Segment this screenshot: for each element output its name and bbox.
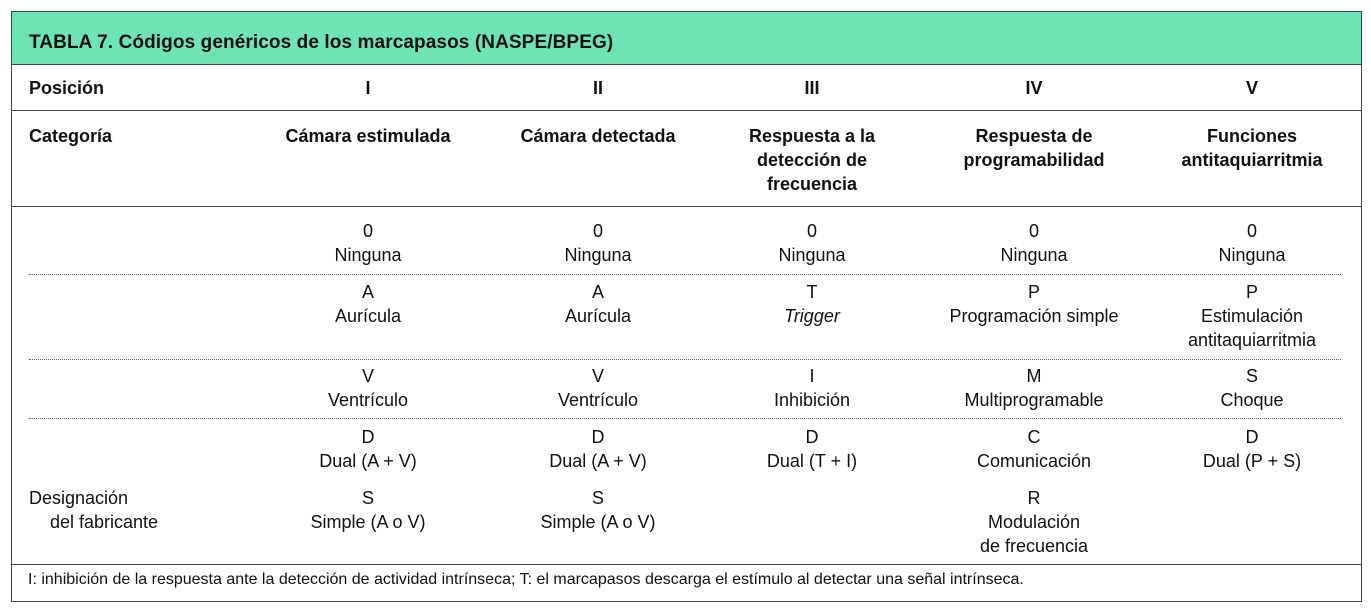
category-divider [12, 206, 1361, 207]
table-cell [934, 425, 1134, 473]
cell-desc: Ventrículo [557, 390, 639, 410]
cell-desc: Modulación [987, 512, 1081, 532]
cell-code: D [361, 427, 375, 447]
table-title-bar [12, 12, 1361, 65]
table-cell [712, 425, 912, 473]
cell-desc: Dual (A + V) [319, 451, 417, 471]
table-cell [934, 364, 1134, 412]
cell-desc: de frecuencia [979, 536, 1089, 556]
cell-desc: Choque [1220, 390, 1284, 410]
cell-code: A [591, 282, 604, 302]
cell-code: A [361, 282, 374, 302]
cell-code: P [1027, 282, 1040, 302]
category-V-line-1: Funciones [1206, 126, 1297, 146]
cell-code: 0 [1246, 221, 1257, 241]
cell-code: S [361, 488, 374, 508]
category-III-line-1: Respuesta a la [748, 126, 876, 146]
table-cell [268, 425, 468, 473]
table-cell [268, 364, 468, 412]
row-label-line-1: Designación [29, 488, 129, 508]
table-cell [268, 280, 468, 328]
category-I-line: Cámara estimulada [285, 126, 451, 146]
cell-desc: Ninguna [1000, 245, 1068, 265]
cell-code: R [1027, 488, 1041, 508]
cell-desc: Ninguna [1218, 245, 1286, 265]
cell-code: M [1026, 366, 1042, 386]
category-I [268, 124, 468, 148]
cell-code: V [361, 366, 374, 386]
table-cell [268, 219, 468, 267]
cell-desc: Programación simple [949, 306, 1119, 326]
row-divider [29, 359, 1341, 360]
cell-desc: Ninguna [334, 245, 402, 265]
cell-desc: Estimulación [1200, 306, 1304, 326]
table-cell [934, 280, 1134, 328]
cell-desc: Inhibición [773, 390, 851, 410]
cell-code: D [805, 427, 819, 447]
table-cell [1152, 425, 1352, 473]
footnote: I: inhibición de la respuesta ante la detección de actividad intrínseca; T: el marcapasos descarga el estímulo al detectar una señal intrínseca. [28, 571, 1024, 588]
table-cell [498, 425, 698, 473]
category-III-line-2: detección de [756, 150, 868, 170]
table-cell [934, 219, 1134, 267]
cell-code: S [1245, 366, 1258, 386]
position-I: I [365, 78, 371, 98]
category-III [712, 124, 912, 196]
category-II [498, 124, 698, 148]
category-IV-line-2: programabilidad [963, 150, 1105, 170]
category-V-line-2: antitaquiarritmia [1181, 150, 1323, 170]
category-IV-line-1: Respuesta de [975, 126, 1093, 146]
table-title: TABLA 7. Códigos genéricos de los marcapasos (NASPE/BPEG) [29, 32, 614, 53]
cell-code: C [1027, 427, 1041, 447]
category-label: Categoría [29, 126, 113, 146]
position-IV: IV [1025, 78, 1043, 98]
cell-code: T [806, 282, 818, 302]
table-cell [1152, 219, 1352, 267]
cell-desc: Dual (P + S) [1202, 451, 1302, 471]
table-frame [11, 11, 1362, 602]
table-cell [712, 280, 912, 328]
cell-desc: Dual (A + V) [549, 451, 647, 471]
row-label-designacion [29, 486, 158, 534]
cell-desc: Ninguna [778, 245, 846, 265]
table-cell [934, 486, 1134, 558]
cell-desc: Trigger [784, 306, 840, 326]
position-label: Posición [29, 78, 105, 98]
category-IV [934, 124, 1134, 172]
cell-desc: Ninguna [564, 245, 632, 265]
footer-divider [12, 564, 1361, 565]
position-III: III [804, 78, 820, 98]
category-II-line: Cámara detectada [520, 126, 676, 146]
cell-desc: antitaquiarritmia [1187, 330, 1317, 350]
table-cell [498, 364, 698, 412]
table-cell [712, 219, 912, 267]
table-cell [1152, 364, 1352, 412]
cell-code: 0 [1028, 221, 1039, 241]
cell-desc: Ventrículo [327, 390, 409, 410]
table-cell [1152, 280, 1352, 352]
table-cell [498, 486, 698, 534]
cell-code: I [809, 366, 815, 386]
position-V: V [1245, 78, 1258, 98]
cell-desc: Comunicación [976, 451, 1092, 471]
row-divider [29, 274, 1341, 275]
cell-code: 0 [806, 221, 817, 241]
cell-code: V [591, 366, 604, 386]
cell-desc: Dual (T + I) [766, 451, 858, 471]
cell-code: 0 [592, 221, 603, 241]
cell-desc: Simple (A o V) [310, 512, 426, 532]
header-divider [12, 110, 1361, 111]
cell-code: S [591, 488, 604, 508]
category-V [1152, 124, 1352, 172]
cell-code: D [1245, 427, 1259, 447]
position-II: II [592, 78, 603, 98]
table-cell [498, 219, 698, 267]
row-divider [29, 418, 1341, 419]
row-label-line-2: del fabricante [50, 512, 159, 532]
table-cell [268, 486, 468, 534]
table-cell [498, 280, 698, 328]
cell-desc: Aurícula [564, 306, 632, 326]
cell-desc: Multiprogramable [964, 390, 1104, 410]
cell-desc: Simple (A o V) [540, 512, 656, 532]
cell-desc: Aurícula [334, 306, 402, 326]
cell-code: 0 [362, 221, 373, 241]
table-cell [712, 364, 912, 412]
category-III-line-3: frecuencia [766, 174, 858, 194]
cell-code: P [1245, 282, 1258, 302]
cell-code: D [591, 427, 605, 447]
